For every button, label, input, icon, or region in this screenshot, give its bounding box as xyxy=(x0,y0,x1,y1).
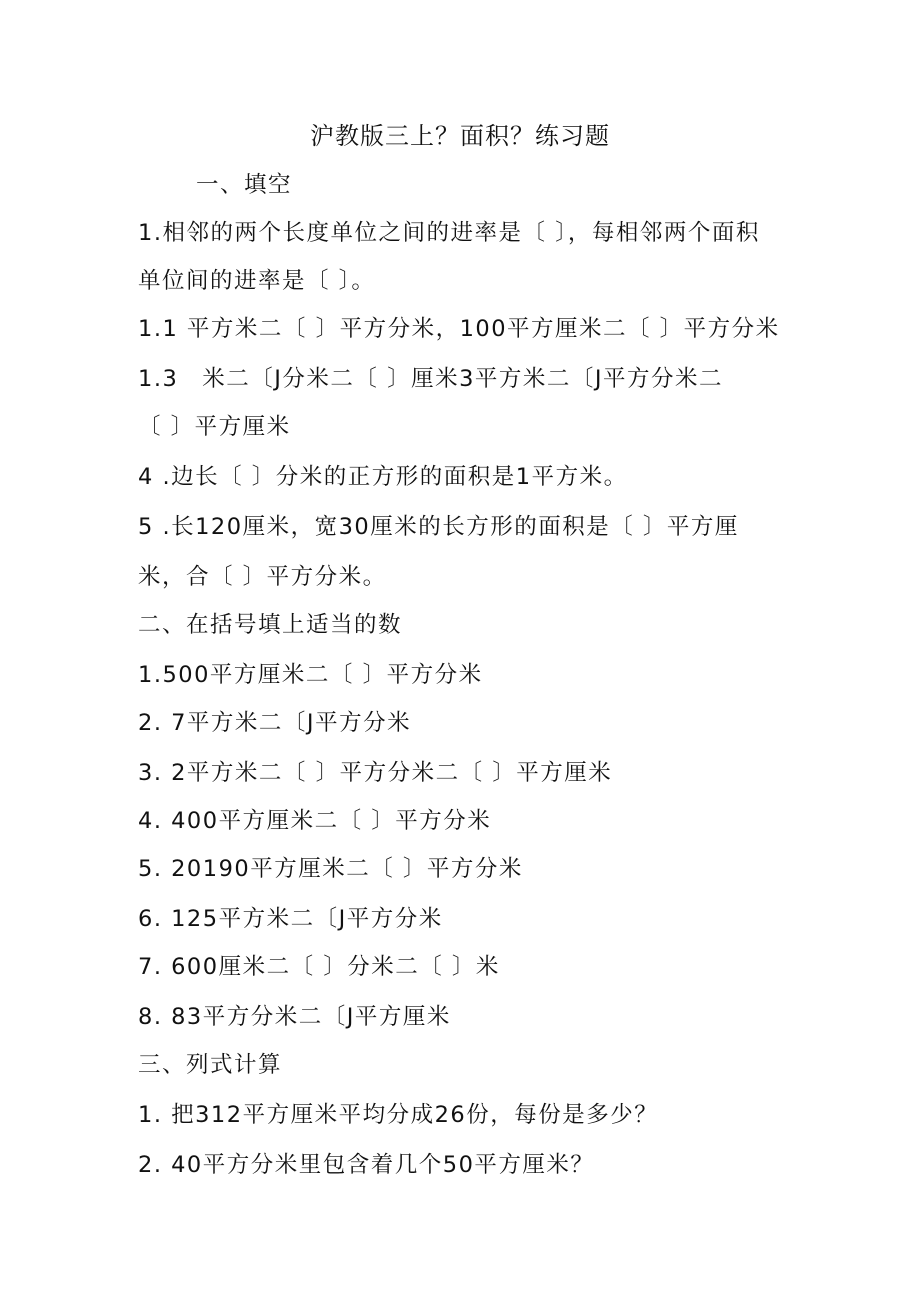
bracket-item-7: 7. 600厘米二〔 〕分米二〔 〕米 xyxy=(138,954,500,980)
calculation-item-1: 1. 把312平方厘米平均分成26份，每份是多少？ xyxy=(138,1102,659,1128)
bracket-item-2: 2. 7平方米二〔J平方分米 xyxy=(138,710,412,736)
question-4: 4 .边长〔 〕分米的正方形的面积是1平方米。 xyxy=(138,464,628,490)
section-heading-fill-brackets: 二、在括号填上适当的数 xyxy=(138,612,403,638)
section-heading-fill-blank: 一、填空 xyxy=(196,172,293,198)
bracket-item-8: 8. 83平方分米二〔J平方厘米 xyxy=(138,1004,451,1030)
question-2: 1.1 平方米二〔 〕平方分米，100平方厘米二〔 〕平方分米 xyxy=(138,316,780,342)
bracket-item-3: 3. 2平方米二〔 〕平方分米二〔 〕平方厘米 xyxy=(138,760,613,786)
question-3-line-1: 1.3 米二〔J分米二〔 〕厘米3平方米二〔J平方分米二 xyxy=(138,366,724,392)
bracket-item-6: 6. 125平方米二〔J平方分米 xyxy=(138,906,443,932)
question-5-line-2: 米，合〔 〕平方分米。 xyxy=(138,564,387,590)
document-title: 沪教版三上？面积？练习题 xyxy=(310,122,610,150)
question-1-line-2: 单位间的进率是〔 〕。 xyxy=(138,268,376,294)
bracket-item-5: 5. 20190平方厘米二〔 〕平方分米 xyxy=(138,856,523,882)
question-3-line-2: 〔 〕平方厘米 xyxy=(138,414,291,440)
section-heading-calculation: 三、列式计算 xyxy=(138,1052,283,1078)
question-1-line-1: 1.相邻的两个长度单位之间的进率是〔 〕，每相邻两个面积 xyxy=(138,220,760,246)
bracket-item-1: 1.500平方厘米二〔 〕平方分米 xyxy=(138,662,483,688)
bracket-item-4: 4. 400平方厘米二〔 〕平方分米 xyxy=(138,808,492,834)
question-5-line-1: 5 .长120厘米，宽30厘米的长方形的面积是〔 〕平方厘 xyxy=(138,514,739,540)
calculation-item-2: 2. 40平方分米里包含着几个50平方厘米？ xyxy=(138,1152,595,1178)
